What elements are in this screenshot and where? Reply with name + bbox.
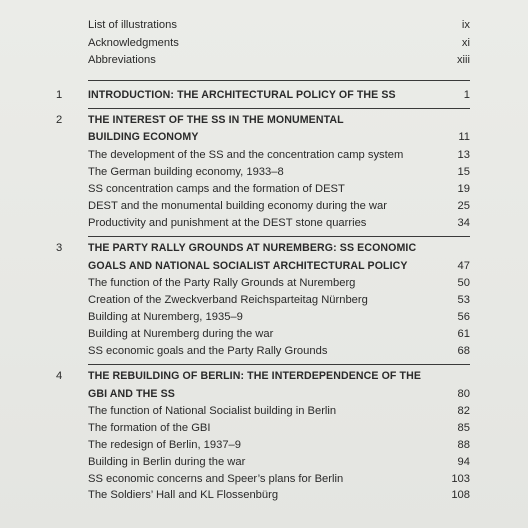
toc-entry: [0, 51, 528, 69]
chapter-divider: [88, 364, 470, 365]
chapter-divider: [88, 80, 470, 81]
toc-entry-page: 94: [457, 456, 470, 468]
toc-entry: [0, 419, 528, 437]
toc-entry-page: 108: [451, 489, 470, 501]
toc-entry: [0, 325, 528, 343]
chapter-heading: [0, 111, 528, 129]
toc-entry-page: 19: [457, 183, 470, 195]
toc-entry-title: List of illustrations: [88, 19, 177, 31]
toc-entry: [0, 436, 528, 454]
chapter-heading: [0, 86, 528, 104]
chapter-divider: [88, 108, 470, 109]
toc-entry-title: The development of the SS and the concentration camp system: [88, 149, 404, 161]
toc-entry: [0, 486, 528, 504]
chapter-page: 1: [463, 89, 470, 101]
toc-entry-page: 25: [457, 200, 470, 212]
toc-entry-page: ix: [461, 19, 470, 31]
toc-entry: [0, 453, 528, 471]
chapter-title: INTRODUCTION: THE ARCHITECTURAL POLICY OF THE SS: [88, 89, 396, 101]
toc-entry-title: The formation of the GBI: [88, 422, 211, 434]
toc-entry-page: 13: [457, 149, 470, 161]
toc-entry-title: The redesign of Berlin, 1937–9: [88, 439, 241, 451]
chapter-title: BUILDING ECONOMY: [88, 131, 199, 143]
toc-entry-title: Acknowledgments: [88, 37, 179, 49]
toc-entry-title: SS economic goals and the Party Rally Grounds: [88, 345, 328, 357]
toc-entry-page: 50: [457, 277, 470, 289]
toc-entry: [0, 180, 528, 198]
toc-entry-title: SS economic concerns and Speer’s plans for Berlin: [88, 473, 344, 485]
chapter-divider: [88, 236, 470, 237]
chapter-title: GOALS AND NATIONAL SOCIALIST ARCHITECTURAL POLICY: [88, 260, 408, 272]
toc-entry-title: Productivity and punishment at the DEST stone quarries: [88, 217, 367, 229]
toc-entry-title: Building in Berlin during the war: [88, 456, 246, 468]
chapter-page: 11: [458, 131, 470, 143]
chapter-heading: [0, 239, 528, 257]
toc-entry-title: The German building economy, 1933–8: [88, 166, 284, 178]
toc-entry: [0, 291, 528, 309]
toc-entry-page: 82: [457, 405, 470, 417]
toc-entry: [0, 16, 528, 34]
toc-entry-page: 68: [457, 345, 470, 357]
toc-entry-page: 88: [457, 439, 470, 451]
chapter-title: GBI AND THE SS: [88, 388, 175, 400]
toc-entry: [0, 342, 528, 360]
toc-entry-title: Creation of the Zweckverband Reichsparteitag Nürnberg: [88, 294, 368, 306]
toc-entry-title: DEST and the monumental building economy during the war: [88, 200, 387, 212]
chapter-page: 80: [457, 388, 470, 400]
toc-entry: [0, 197, 528, 215]
toc-entry: [0, 274, 528, 292]
toc-entry: [0, 308, 528, 326]
toc-entry: [0, 34, 528, 52]
toc-entry-title: The function of National Socialist building in Berlin: [88, 405, 337, 417]
chapter-heading: [0, 367, 528, 385]
toc-entry-page: xiii: [456, 54, 470, 66]
chapter-number: 1: [56, 89, 63, 101]
toc-entry: [0, 146, 528, 164]
toc-entry-title: Abbreviations: [88, 54, 156, 66]
toc-entry-title: Building at Nuremberg, 1935–9: [88, 311, 243, 323]
toc-entry-title: The function of the Party Rally Grounds at Nuremberg: [88, 277, 356, 289]
chapter-number: 2: [56, 114, 63, 126]
toc-entry-page: 34: [457, 217, 470, 229]
chapter-title: THE INTEREST OF THE SS IN THE MONUMENTAL: [88, 114, 344, 126]
toc-entry-page: 85: [457, 422, 470, 434]
toc-entry-page: 61: [457, 328, 470, 340]
toc-entry: [0, 163, 528, 181]
toc-entry-title: Building at Nuremberg during the war: [88, 328, 274, 340]
chapter-number: 3: [56, 242, 63, 254]
toc-entry-page: 15: [457, 166, 470, 178]
chapter-number: 4: [56, 370, 63, 382]
chapter-title: THE PARTY RALLY GROUNDS AT NUREMBERG: SS ECONOMIC: [88, 242, 417, 254]
chapter-heading-continued: [0, 257, 528, 275]
toc-entry-title: SS concentration camps and the formation of DEST: [88, 183, 345, 195]
chapter-page: 47: [457, 260, 470, 272]
toc-entry: [0, 214, 528, 232]
toc-entry: [0, 402, 528, 420]
toc-entry-page: 56: [457, 311, 470, 323]
chapter-heading-continued: [0, 385, 528, 403]
toc-entry-page: 53: [457, 294, 470, 306]
toc-entry-page: xi: [461, 37, 470, 49]
toc-entry-page: 103: [451, 473, 470, 485]
chapter-heading-continued: [0, 128, 528, 146]
chapter-title: THE REBUILDING OF BERLIN: THE INTERDEPENDENCE OF THE: [88, 370, 422, 382]
toc-entry-title: The Soldiers’ Hall and KL Flossenbürg: [88, 489, 279, 501]
